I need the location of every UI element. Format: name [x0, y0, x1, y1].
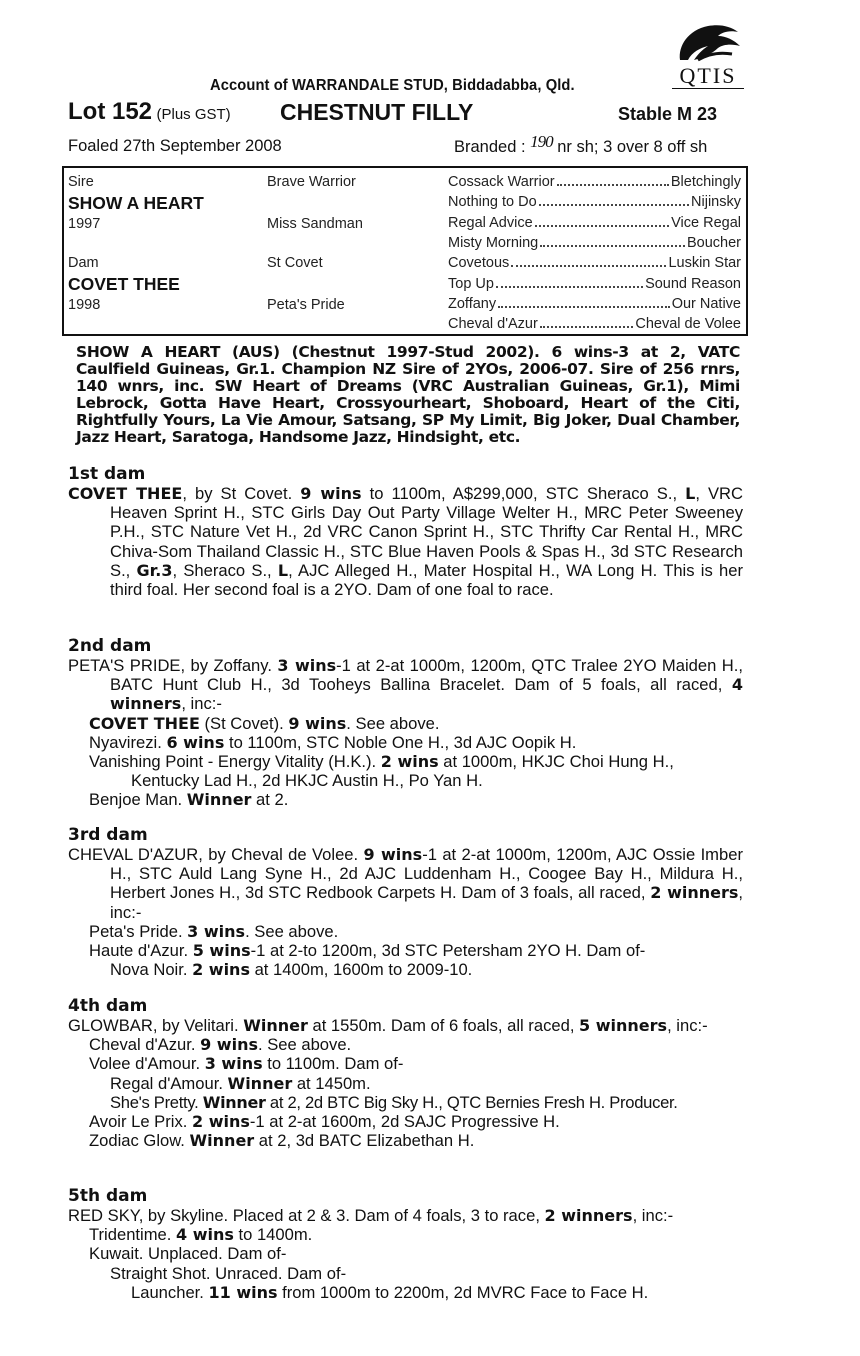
progeny-entry — [68, 752, 743, 790]
wins: Winner — [202, 1092, 266, 1112]
text: from 1000m to 2200m, 2d MVRC Face to Face H. — [277, 1282, 649, 1302]
progeny-entry — [68, 1131, 743, 1150]
text: Kuwait. Unplaced. Dam of- — [89, 1244, 287, 1264]
text: Peta's Pride. — [89, 921, 188, 941]
text: , VRC Heaven Sprint H., STC Girls Day Out Party Village Welter H., MRC Peter Sweeney P.H., STC Nature Vet H., 2d VRC Canon Sprint H., STC Thrifty Car Rental H., MRC Chiva-Som Thailand Classic H., STC Blue Haven Pools & Spas H., 3d STC Research S., — [110, 484, 744, 580]
ancestor-sire: Luskin Star — [668, 255, 741, 271]
ancestor-row — [448, 276, 741, 292]
progeny-entry — [68, 1283, 743, 1302]
ancestor-name: Nothing to Do — [448, 194, 537, 210]
foaled-date: Foaled 27th September 2008 — [68, 137, 282, 155]
ancestor-row — [448, 194, 741, 210]
dam-entry — [68, 1016, 743, 1035]
dam-entry — [68, 845, 743, 922]
dam-sire: St Covet — [267, 255, 323, 271]
text: at 2, 2d BTC Big Sky H., QTC Bernies Fresh H. Producer. — [265, 1092, 678, 1112]
section-title: 3rd dam — [68, 825, 148, 845]
progeny-entry — [68, 1035, 743, 1054]
text: Volee d'Amour. — [89, 1054, 205, 1074]
text: Cheval d'Azur. — [89, 1035, 201, 1055]
branded-info — [454, 132, 708, 157]
listed-badge: L — [685, 484, 696, 503]
text: to 1100m, A$299,000, STC Sheraco S., — [361, 484, 686, 503]
text: Vanishing Point - Energy Vitality (H.K.). — [89, 752, 381, 772]
sire-label: Sire — [68, 174, 94, 190]
ancestor-sire: Boucher — [686, 235, 741, 251]
text: Benjoe Man. — [89, 790, 187, 810]
sire-name: SHOW A HEART — [68, 193, 204, 213]
progeny-entry — [68, 1074, 743, 1093]
text: , inc:- — [110, 883, 744, 922]
dam-entry — [68, 484, 743, 599]
qtis-logo — [668, 20, 748, 96]
sire-sire: Brave Warrior — [267, 174, 356, 190]
section-title: 5th dam — [68, 1186, 148, 1206]
text: at 2. — [251, 790, 289, 810]
wins: 9 wins — [300, 484, 362, 503]
section-title: 2nd dam — [68, 636, 152, 656]
text: -1 at 2-to 1200m, 3d STC Petersham 2YO H. Dam of- — [250, 941, 646, 961]
wins: Winner — [227, 1073, 293, 1093]
text: Nyavirezi. — [89, 732, 167, 752]
ancestor-sire: Our Native — [671, 296, 741, 312]
dam-name: COVET THEE — [68, 484, 183, 503]
ancestor-name: Cossack Warrior — [448, 174, 555, 190]
text: Straight Shot. Unraced. Dam of- — [110, 1263, 347, 1283]
ancestor-row — [448, 215, 741, 231]
gst-note: (Plus GST) — [156, 106, 231, 123]
progeny-entry — [68, 1093, 743, 1112]
text: GLOWBAR, by Velitari. — [68, 1016, 244, 1035]
wins: 9 wins — [363, 845, 423, 864]
dam-dam: Peta's Pride — [267, 297, 345, 313]
progeny-entry — [68, 790, 743, 809]
text: Zodiac Glow. — [89, 1131, 190, 1151]
wins: 11 wins — [208, 1282, 278, 1302]
lot-heading — [68, 98, 231, 126]
brand-mark: 190 — [530, 132, 553, 151]
branded-detail: nr sh; 3 over 8 off sh — [557, 138, 708, 156]
wins: 3 wins — [204, 1054, 263, 1074]
ancestor-name: Regal Advice — [448, 215, 533, 231]
progeny-entry — [68, 960, 743, 979]
wins: 5 wins — [192, 941, 251, 961]
third-dam-section — [68, 825, 743, 979]
text: Launcher. — [131, 1282, 209, 1302]
text: -1 at 2-at 1600m, 2d SAJC Progressive H. — [249, 1112, 560, 1132]
progeny-entry — [68, 1054, 743, 1073]
text: . See above. — [245, 921, 339, 941]
ancestor-name: Top Up — [448, 276, 494, 292]
text: Regal d'Amour. — [110, 1073, 228, 1093]
ancestor-sire: Sound Reason — [645, 276, 741, 292]
text: . See above. — [346, 713, 440, 733]
text: CHEVAL D'AZUR, by Cheval de Volee. — [68, 845, 364, 864]
text: at 1450m. — [292, 1073, 371, 1093]
text: (St Covet). — [199, 713, 289, 733]
text: -1 at 2-at 1000m, 1200m, AJC Ossie Imber H., STC Auld Lang Syne H., 2d AJC Luddenham H., Coogee Bay H., Mildura H., Herbert Jones H., 3d STC Redbook Carpets H. Dam of 3 foals, all raced, — [110, 845, 743, 903]
ancestor-row — [448, 235, 741, 251]
progeny-entry — [68, 941, 743, 960]
section-title: 4th dam — [68, 996, 148, 1016]
wins: 2 wins — [192, 960, 250, 980]
wins: Winner — [186, 790, 252, 810]
wins: 6 wins — [166, 732, 225, 752]
wins: 3 wins — [187, 921, 246, 941]
branded-label: Branded : — [454, 138, 526, 156]
ancestor-sire: Nijinsky — [691, 194, 741, 210]
wins: 3 wins — [277, 656, 337, 675]
ancestor-name: Misty Morning — [448, 235, 539, 251]
progeny-entry — [68, 1225, 743, 1244]
ancestor-sire: Bletchingly — [670, 174, 741, 190]
text: Haute d'Azur. — [89, 941, 193, 961]
text: , by St Covet. — [182, 484, 301, 503]
text: at 2, 3d BATC Elizabethan H. — [254, 1131, 475, 1151]
text: to 1400m. — [233, 1225, 313, 1245]
dam-label: Dam — [68, 255, 99, 271]
text: -1 at 2-at 1000m, 1200m, QTC Tralee 2YO Maiden H., BATC Hunt Club H., 3d Tooheys Ballina Bracelet. Dam of 5 foals, all raced, — [110, 656, 743, 695]
text: Avoir Le Prix. — [89, 1112, 192, 1132]
text: RED SKY, by Skyline. Placed at 2 & 3. Dam of 4 foals, 3 to race, — [68, 1206, 545, 1225]
fourth-dam-section — [68, 996, 743, 1150]
text: , AJC Alleged H., Mater Hospital H., WA Long H. This is her third foal. Her second foal is a 2YO. Dam of one foal to race. — [110, 560, 743, 600]
progeny-entry — [68, 714, 743, 733]
ancestor-name: Covetous — [448, 255, 510, 271]
ancestor-row — [448, 296, 741, 312]
ancestor-sire: Cheval de Volee — [635, 316, 741, 332]
text: , inc:- — [632, 1206, 674, 1225]
progeny-name: COVET THEE — [89, 713, 200, 733]
sire-summary: SHOW A HEART (AUS) (Chestnut 1997-Stud 2002). 6 wins-3 at 2, VATC Caulfield Guineas, Gr.1. Champion NZ Sire of 2YOs, 2006-07. Sire of 256 rnrs, 140 wnrs, inc. SW Heart of Dreams (VRC Australian Guineas, Gr.1), Mimi Lebrock, Gotta Have Heart, Crossyourheart, Shoboard, Heart of the Citi, Rightfully Yours, La Vie Amour, Satsang, SP My Limit, Big Joker, Dual Chamber, Jazz Heart, Saratoga, Handsome Jazz, Hindsight, etc. — [76, 343, 740, 446]
text: Tridentime. — [89, 1225, 176, 1245]
ancestor-sire: Vice Regal — [671, 215, 741, 231]
progeny-entry — [68, 1264, 743, 1283]
progeny-entry — [68, 922, 743, 941]
ancestor-name: Cheval d'Azur — [448, 316, 538, 332]
consignor-line: Account of WARRANDALE STUD, Biddadabba, Qld. — [210, 77, 575, 94]
text: PETA'S PRIDE, by Zoffany. — [68, 656, 278, 675]
text: She's Pretty. — [110, 1092, 203, 1112]
ancestor-row — [448, 316, 741, 332]
horse-description: CHESTNUT FILLY — [280, 99, 474, 125]
progeny-entry — [68, 1244, 743, 1263]
winners: 5 winners — [579, 1016, 668, 1035]
text: , inc:- — [181, 694, 222, 714]
second-dam-section — [68, 636, 743, 810]
wins: Winner — [189, 1131, 255, 1151]
first-dam-section — [68, 464, 743, 599]
progeny-entry — [68, 733, 743, 752]
qtis-logo-text: QTIS — [672, 64, 744, 89]
pedigree-table — [62, 166, 748, 336]
wins: 4 wins — [176, 1225, 234, 1245]
wins: 9 wins — [288, 713, 347, 733]
text: at 1550m. Dam of 6 foals, all raced, — [307, 1016, 580, 1035]
dam-entry — [68, 1206, 743, 1225]
wins: 2 wins — [191, 1112, 250, 1132]
dam-entry — [68, 656, 743, 714]
text: at 1000m, HKJC Choi Hung H., Kentucky Lad H., 2d HKJC Austin H., Po Yan H. — [131, 752, 674, 791]
wins: 9 wins — [200, 1035, 258, 1055]
text: to 1100m. Dam of- — [262, 1054, 404, 1074]
ancestor-row — [448, 255, 741, 271]
text: Nova Noir. — [110, 960, 193, 980]
lot-number: Lot 152 — [68, 98, 153, 125]
text: at 1400m, 1600m to 2009-10. — [249, 960, 473, 980]
text: . See above. — [257, 1035, 352, 1055]
stable-number: Stable M 23 — [618, 104, 718, 124]
fifth-dam-section — [68, 1186, 743, 1302]
progeny-entry — [68, 1112, 743, 1131]
text: , Sheraco S., — [172, 560, 278, 580]
listed-badge: L — [277, 560, 289, 580]
text: , inc:- — [667, 1016, 708, 1035]
ancestor-row — [448, 174, 741, 190]
wins: Winner — [243, 1016, 308, 1035]
sire-dam: Miss Sandman — [267, 216, 363, 232]
winners: 4 winners — [110, 675, 743, 714]
winners: 2 winners — [544, 1206, 633, 1225]
sire-year: 1997 — [68, 216, 101, 232]
dam-year: 1998 — [68, 297, 101, 313]
dam-name: COVET THEE — [68, 274, 180, 294]
winners: 2 winners — [650, 883, 739, 903]
wins: 2 wins — [380, 752, 439, 772]
group-badge: Gr.3 — [136, 560, 173, 580]
text: to 1100m, STC Noble One H., 3d AJC Oopik H. — [224, 732, 577, 752]
ancestor-name: Zoffany — [448, 296, 497, 312]
section-title: 1st dam — [68, 464, 146, 484]
